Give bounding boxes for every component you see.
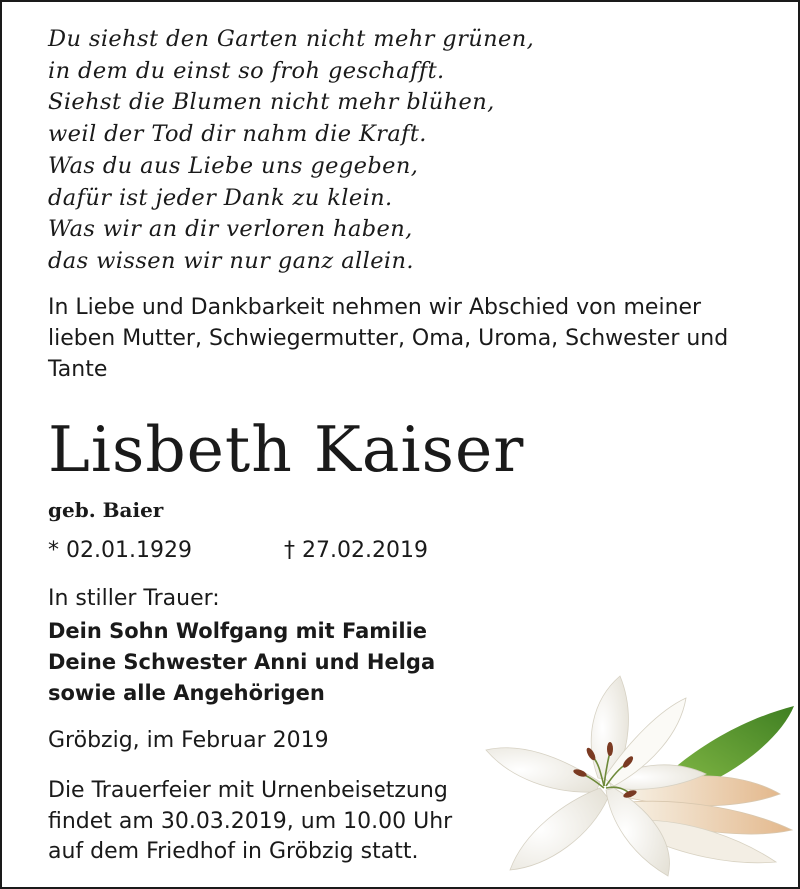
funeral-line: auf dem Friedhof in Gröbzig statt. xyxy=(48,839,419,864)
poem-line: Was wir an dir verloren haben, xyxy=(48,216,413,243)
funeral-line: Die Trauerfeier mit Urnenbeisetzung xyxy=(48,778,448,803)
poem-line: das wissen wir nur ganz allein. xyxy=(48,247,414,274)
poem-line: weil der Tod dir nahm die Kraft. xyxy=(48,121,427,148)
poem-line: Du siehst den Garten nicht mehr grünen, xyxy=(48,26,535,52)
lily-petal xyxy=(510,788,608,870)
farewell-intro: In Liebe und Dankbarkeit nehmen wir Abschied von meiner lieben Mutter, Schwiegermutter, Oma, Uroma, Schwester und Tante xyxy=(48,295,729,382)
mourner-line: Deine Schwester Anni und Helga xyxy=(48,650,436,674)
mourner-line: sowie alle Angehörigen xyxy=(48,681,325,705)
poem-line: Siehst die Blumen nicht mehr blühen, xyxy=(48,89,495,116)
memorial-poem xyxy=(48,24,534,278)
funeral-line: findet am 30.03.2019, um 10.00 Uhr xyxy=(48,808,453,834)
maiden-name: geb. Baier xyxy=(48,498,164,522)
life-dates xyxy=(48,536,428,566)
lily-petal xyxy=(486,748,600,792)
mourners-list xyxy=(48,616,435,709)
mourner-line: Dein Sohn Wolfgang mit Familie xyxy=(48,619,428,643)
deceased-name: Lisbeth Kaiser xyxy=(48,413,525,486)
funeral-info xyxy=(48,776,452,868)
death-date: † 27.02.2019 xyxy=(284,538,428,563)
poem-line: in dem du einst so froh geschafft. xyxy=(48,57,445,84)
lily-flower-icon xyxy=(480,670,796,882)
birth-date: * 02.01.1929 xyxy=(48,538,192,563)
mourners-label: In stiller Trauer: xyxy=(48,586,220,611)
poem-line: dafür ist jeder Dank zu klein. xyxy=(48,184,393,211)
place-and-date: Gröbzig, im Februar 2019 xyxy=(48,728,329,753)
poem-line: Was du aus Liebe uns gegeben, xyxy=(48,152,419,179)
